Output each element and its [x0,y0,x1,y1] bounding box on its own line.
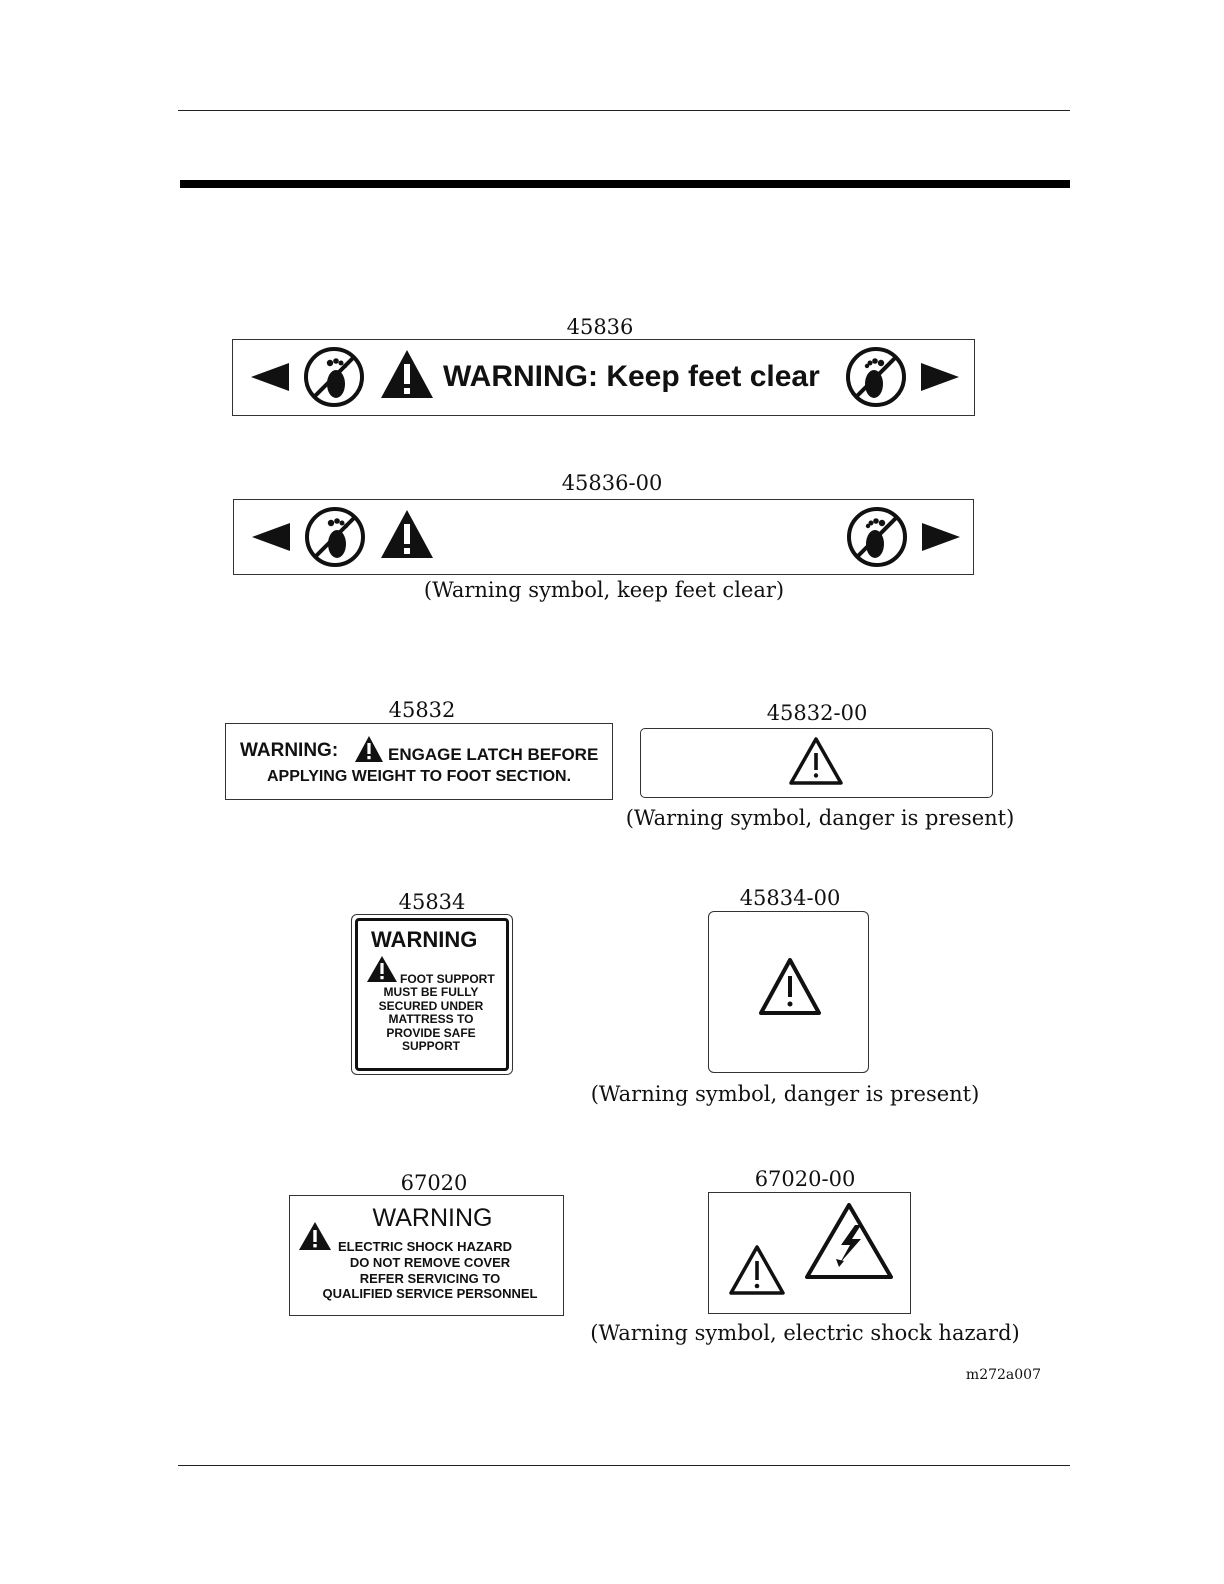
part-number-45832-00: 45832-00 [766,701,868,725]
label-67020-lines [290,1255,570,1302]
label-45836-text: WARNING: Keep feet clear [443,360,820,393]
figure-id: m272a007 [965,1367,1041,1383]
label-45834-line: FOOT SUPPORT [400,972,495,986]
label-67020-line: REFER SERVICING TO [359,1270,501,1286]
part-number-45836: 45836 [566,315,634,339]
warning-triangle-icon [379,348,435,400]
label-45834-lines [352,986,510,1054]
label-67020 [289,1195,564,1316]
warning-triangle-icon [298,1221,332,1251]
label-45834-line: PROVIDE SAFE [386,1025,476,1040]
label-67020-line: ELECTRIC SHOCK HAZARD [338,1239,513,1254]
label-45832-00 [640,728,993,798]
caption-45834-00: (Warning symbol, danger is present) [590,1082,980,1106]
section-rule [180,180,1070,188]
part-number-45834: 45834 [398,890,466,914]
no-feet-icon [846,506,908,568]
label-45832 [225,723,613,800]
no-feet-icon [304,506,366,568]
part-number-45834-00: 45834-00 [739,886,841,910]
warning-triangle-outline-icon [788,736,844,786]
label-45836-00 [233,499,974,575]
footer-rule [178,1465,1070,1466]
header-rule [178,110,1070,111]
warning-triangle-icon [366,955,398,983]
warning-triangle-icon [379,508,435,560]
no-feet-icon [845,346,907,408]
label-45836 [232,339,975,416]
arrow-right-icon [917,360,961,394]
electric-shock-icon [803,1201,895,1281]
warning-triangle-icon [354,735,384,763]
warning-triangle-outline-icon [757,956,823,1018]
part-number-67020-00: 67020-00 [754,1167,856,1191]
label-45832-line2: APPLYING WEIGHT TO FOOT SECTION. [266,768,572,785]
label-67020-title: WARNING [372,1204,493,1232]
label-67020-line: QUALIFIED SERVICE PERSONNEL [322,1286,538,1301]
label-45832-prefix: WARNING: [240,740,339,761]
part-number-45832: 45832 [388,698,456,722]
part-number-45836-00: 45836-00 [561,471,663,495]
arrow-left-icon [250,520,294,554]
label-45834 [351,914,513,1075]
label-67020-00 [708,1192,911,1314]
label-45832-line1: ENGAGE LATCH BEFORE [388,745,599,764]
label-67020-line: DO NOT REMOVE COVER [349,1255,511,1270]
warning-triangle-outline-icon [727,1243,787,1297]
label-45834-00 [708,911,869,1073]
label-45834-title: WARNING [371,927,478,952]
no-feet-icon [303,346,365,408]
part-number-67020: 67020 [400,1171,468,1195]
label-45834-line: SUPPORT [401,1039,460,1054]
caption-67020-00: (Warning symbol, electric shock hazard) [590,1321,1020,1345]
label-45834-line: SECURED UNDER [378,998,484,1013]
arrow-right-icon [918,520,962,554]
label-45834-line: MATTRESS TO [388,1012,474,1027]
caption-45832-00: (Warning symbol, danger is present) [625,806,1015,830]
arrow-left-icon [249,360,293,394]
label-45834-line: MUST BE FULLY [383,985,479,999]
caption-45836-00: (Warning symbol, keep feet clear) [423,578,785,602]
